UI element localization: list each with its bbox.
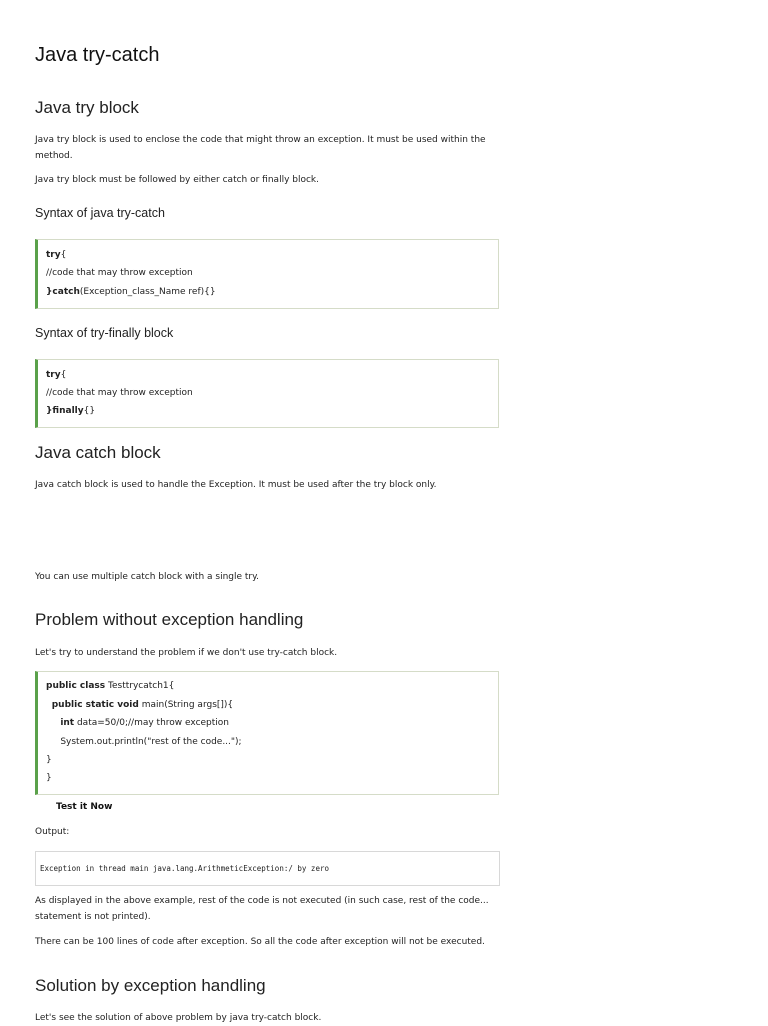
code-line: }catch(Exception_class_Name ref){}: [46, 287, 216, 297]
heading-solution: Solution by exception handling: [35, 976, 266, 995]
problem-paragraph-2: There can be 100 lines of code after exception. So all the code after exception will not be executed.: [35, 937, 485, 947]
problem-paragraph-1: As displayed in the above example, rest of the code is not executed (in such case, rest of the code... statement is not printed).: [35, 896, 489, 922]
code-line: try{: [46, 370, 67, 380]
page-title: Java try-catch: [35, 44, 160, 66]
try-block-paragraph-2: Java try block must be followed by either catch or finally block.: [35, 175, 320, 185]
heading-catch-block: Java catch block: [35, 443, 161, 462]
code-block-try-catch: [35, 239, 499, 309]
code-line: }: [46, 755, 52, 765]
catch-block-paragraph-2: You can use multiple catch block with a single try.: [35, 572, 260, 582]
problem-intro: Let's try to understand the problem if we don't use try-catch block.: [35, 648, 338, 658]
test-it-now-button[interactable]: Test it Now: [56, 802, 113, 812]
code-block-example: [35, 671, 499, 795]
code-line: try{: [46, 250, 67, 260]
heading-try-block: Java try block: [35, 98, 139, 117]
output-text: Exception in thread main java.lang.ArithmeticException:/ by zero: [40, 864, 329, 873]
code-line: public static void main(String args[]){: [51, 700, 234, 710]
output-label: Output:: [35, 827, 70, 837]
heading-syntax-try-catch: Syntax of java try-catch: [35, 206, 165, 220]
code-line: System.out.println("rest of the code...");: [60, 737, 242, 747]
heading-problem: Problem without exception handling: [35, 610, 304, 629]
solution-intro: Let's see the solution of above problem by java try-catch block.: [35, 1013, 322, 1023]
heading-syntax-try-finally: Syntax of try-finally block: [35, 326, 174, 340]
catch-block-paragraph-1: Java catch block is used to handle the Exception. It must be used after the try block only.: [35, 480, 437, 490]
code-line: //code that may throw exception: [46, 388, 193, 398]
code-line: int data=50/0;//may throw exception: [60, 718, 230, 728]
code-line: }finally{}: [46, 406, 96, 416]
code-block-try-finally: [35, 359, 499, 428]
try-block-paragraph-1: Java try block is used to enclose the code that might throw an exception. It must be used within the method.: [35, 135, 486, 161]
code-line: }: [46, 773, 52, 783]
code-line: //code that may throw exception: [46, 268, 193, 278]
output-box: [35, 851, 500, 886]
code-line: public class Testtrycatch1{: [46, 681, 175, 691]
